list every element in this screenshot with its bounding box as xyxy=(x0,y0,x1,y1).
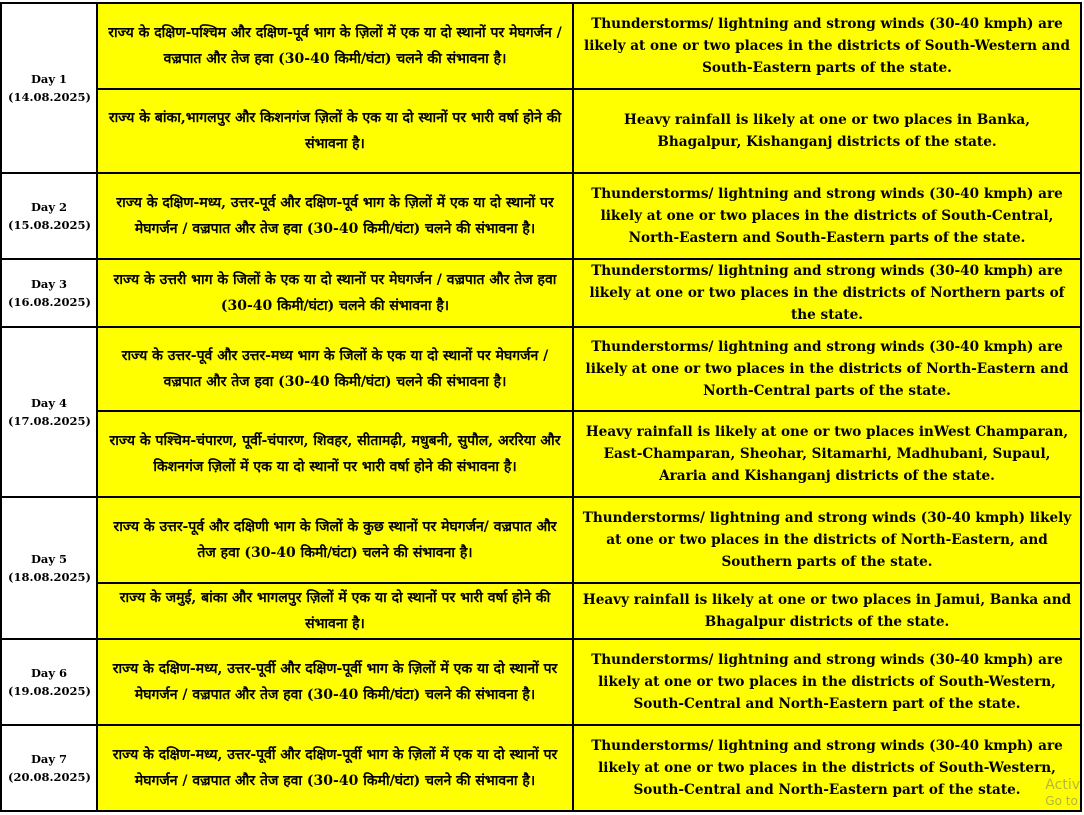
day-date: (18.08.2025) xyxy=(8,570,91,584)
day-date: (16.08.2025) xyxy=(8,295,91,309)
english-forecast: Thunderstorms/ lightning and strong winds (30-40 kmph) are likely at one or two places in the districts of Northern parts of the state. xyxy=(573,259,1081,327)
day-cell xyxy=(1,173,97,259)
day-cell xyxy=(1,639,97,725)
hindi-forecast: राज्य के उत्तर-पूर्व और उत्तर-मध्य भाग के जिलों के एक या दो स्थानों पर मेघगर्जन / वज़्रपात और तेज हवा (30-40 किमी/घंटा) चलने की संभावना है। xyxy=(97,327,573,411)
english-forecast: Thunderstorms/ lightning and strong winds (30-40 kmph) likely at one or two places in the districts of North-Eastern, and Southern parts of the state. xyxy=(573,497,1081,583)
hindi-forecast: राज्य के उत्तरी भाग के जिलों के एक या दो स्थानों पर मेघगर्जन / वज़्रपात और तेज हवा (30-40 किमी/घंटा) चलने की संभावना है। xyxy=(97,259,573,327)
table-row xyxy=(1,639,1081,725)
day-date: (15.08.2025) xyxy=(8,218,91,232)
day-label: Day 3 xyxy=(30,277,68,291)
day-label: Day 2 xyxy=(30,200,68,214)
day-date: (20.08.2025) xyxy=(8,770,91,784)
forecast-table xyxy=(0,2,1082,812)
table-row xyxy=(1,89,1081,173)
table-row xyxy=(1,3,1081,89)
english-forecast: Heavy rainfall is likely at one or two places inWest Champaran, East-Champaran, Sheohar, Sitamarhi, Madhubani, Supaul, Araria and Kishanganj districts of the state. xyxy=(573,411,1081,497)
activation-watermark xyxy=(1045,777,1080,809)
table-row xyxy=(1,411,1081,497)
day-cell xyxy=(1,3,97,173)
day-label: Day 5 xyxy=(30,552,68,566)
hindi-forecast: राज्य के दक्षिण-मध्य, उत्तर-पूर्व और दक्षिण-पूर्व भाग के ज़िलों में एक या दो स्थानों पर मेघगर्जन / वज़्रपात और तेज हवा (30-40 किमी/घंटा) चलने की संभावना है। xyxy=(97,173,573,259)
english-forecast: Thunderstorms/ lightning and strong winds (30-40 kmph) are likely at one or two places in the districts of South-Western and South-Eastern parts of the state. xyxy=(573,3,1081,89)
watermark-line: Activ xyxy=(1045,777,1080,793)
hindi-forecast: राज्य के उत्तर-पूर्व और दक्षिणी भाग के जिलों के कुछ स्थानों पर मेघगर्जन/ वज़्रपात और तेज हवा (30-40 किमी/घंटा) चलने की संभावना है। xyxy=(97,497,573,583)
day-label: Day 1 xyxy=(30,72,68,86)
english-forecast: Heavy rainfall is likely at one or two places in Jamui, Banka and Bhagalpur districts of the state. xyxy=(573,583,1081,639)
day-cell xyxy=(1,725,97,811)
english-forecast: Thunderstorms/ lightning and strong winds (30-40 kmph) are likely at one or two places in the districts of South-Central, North-Eastern and South-Eastern parts of the state. xyxy=(573,173,1081,259)
table-row xyxy=(1,497,1081,583)
table-row xyxy=(1,327,1081,411)
hindi-forecast: राज्य के दक्षिण-पश्चिम और दक्षिण-पूर्व भाग के ज़िलों में एक या दो स्थानों पर मेघगर्जन / वज़्रपात और तेज हवा (30-40 किमी/घंटा) चलने की संभावना है। xyxy=(97,3,573,89)
table-row xyxy=(1,259,1081,327)
hindi-forecast: राज्य के पश्चिम-चंपारण, पूर्वी-चंपारण, शिवहर, सीतामढ़ी, मधुबनी, सुपौल, अररिया और किशनगंज ज़िलों में एक या दो स्थानों पर भारी वर्षा होने की संभावना है। xyxy=(97,411,573,497)
day-date: (19.08.2025) xyxy=(8,684,91,698)
english-forecast: Thunderstorms/ lightning and strong winds (30-40 kmph) are likely at one or two places in the districts of South-Western, South-Central and North-Eastern part of the state. xyxy=(573,725,1081,811)
day-cell xyxy=(1,259,97,327)
english-forecast: Thunderstorms/ lightning and strong winds (30-40 kmph) are likely at one or two places in the districts of North-Eastern and North-Central parts of the state. xyxy=(573,327,1081,411)
watermark-line: Go to xyxy=(1045,794,1078,808)
hindi-forecast: राज्य के जमुई, बांका और भागलपुर ज़िलों में एक या दो स्थानों पर भारी वर्षा होने की संभावना है। xyxy=(97,583,573,639)
day-label: Day 4 xyxy=(30,396,68,410)
day-cell xyxy=(1,497,97,639)
day-date: (14.08.2025) xyxy=(8,90,91,104)
day-cell xyxy=(1,327,97,497)
hindi-forecast: राज्य के दक्षिण-मध्य, उत्तर-पूर्वी और दक्षिण-पूर्वी भाग के ज़िलों में एक या दो स्थानों पर मेघगर्जन / वज़्रपात और तेज हवा (30-40 किमी/घंटा) चलने की संभावना है। xyxy=(97,725,573,811)
day-date: (17.08.2025) xyxy=(8,414,91,428)
english-forecast: Heavy rainfall is likely at one or two places in Banka, Bhagalpur, Kishanganj districts of the state. xyxy=(573,89,1081,173)
table-row xyxy=(1,725,1081,811)
table-row xyxy=(1,583,1081,639)
day-label: Day 6 xyxy=(30,666,68,680)
hindi-forecast: राज्य के दक्षिण-मध्य, उत्तर-पूर्वी और दक्षिण-पूर्वी भाग के ज़िलों में एक या दो स्थानों पर मेघगर्जन / वज़्रपात और तेज हवा (30-40 किमी/घंटा) चलने की संभावना है। xyxy=(97,639,573,725)
hindi-forecast: राज्य के बांका,भागलपुर और किशनगंज ज़िलों के एक या दो स्थानों पर भारी वर्षा होने की संभावना है। xyxy=(97,89,573,173)
table-row xyxy=(1,173,1081,259)
english-forecast: Thunderstorms/ lightning and strong winds (30-40 kmph) are likely at one or two places in the districts of South-Western, South-Central and North-Eastern part of the state. xyxy=(573,639,1081,725)
day-label: Day 7 xyxy=(30,752,68,766)
